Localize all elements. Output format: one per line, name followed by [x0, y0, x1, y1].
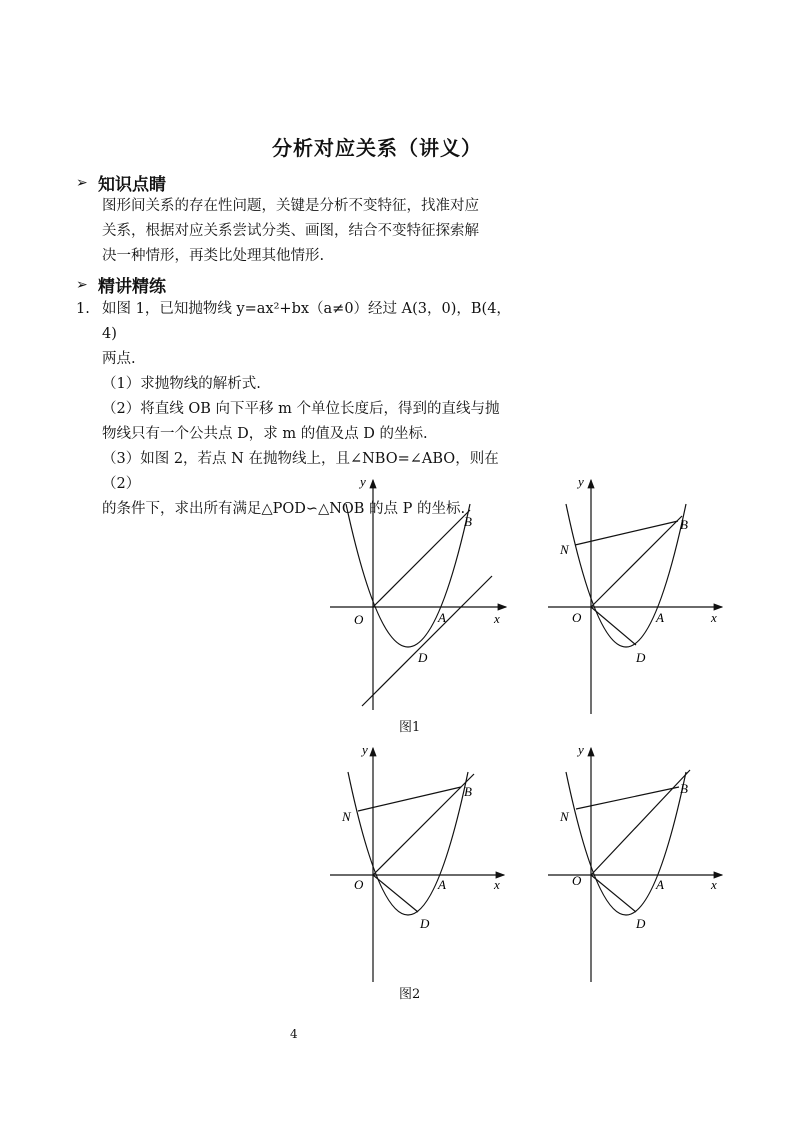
problem-line: 如图 1，已知抛物线 y=ax²+bx（a≠0）经过 A(3，0)，B(4，4) — [102, 301, 511, 342]
point-a-label: A — [656, 610, 664, 625]
shifted-line — [362, 576, 492, 706]
problem-number: 1. — [76, 301, 90, 317]
line-od — [591, 875, 636, 912]
point-b-label: B — [464, 784, 472, 799]
y-axis-label: y — [578, 474, 584, 489]
parabola — [566, 504, 686, 647]
problem-line: （1）求抛物线的解析式. — [102, 376, 261, 392]
figure2-left-diagram — [326, 742, 512, 982]
origin-label: O — [572, 610, 582, 625]
point-n-label: N — [342, 809, 351, 824]
x-axis-label: x — [494, 877, 500, 892]
point-a-label: A — [656, 877, 664, 892]
page-title: 分析对应关系（讲义） — [272, 136, 482, 160]
intro-line: 决一种情形，再类比处理其他情形. — [102, 248, 325, 264]
intro-line: 图形间关系的存在性问题，关键是分析不变特征，找准对应 — [102, 198, 479, 214]
figure1-caption: 图1 — [399, 720, 421, 735]
figure2-caption: 图2 — [399, 987, 421, 1002]
point-d-label: D — [636, 650, 646, 665]
parabola — [348, 772, 468, 915]
origin-label: O — [354, 612, 364, 627]
arrow-bullet-icon: ➢ — [76, 276, 88, 293]
origin-label: O — [572, 873, 582, 888]
line-od — [373, 875, 418, 912]
problem-line: （3）如图 2，若点 N 在抛物线上，且∠NBO=∠ABO，则在（2） — [102, 451, 499, 492]
point-a-label: A — [438, 877, 446, 892]
x-axis-label: x — [711, 610, 717, 625]
problem-line: 的条件下，求出所有满足△POD∽△NOB 的点 P 的坐标. — [102, 501, 466, 517]
point-a-label: A — [438, 610, 446, 625]
point-d-label: D — [418, 650, 428, 665]
origin-label: O — [354, 877, 364, 892]
point-b-label: B — [680, 781, 688, 796]
page-number: 4 — [290, 1027, 298, 1041]
y-axis-label: y — [578, 742, 584, 757]
x-axis-label: x — [494, 611, 500, 626]
problem-line: 物线只有一个公共点 D，求 m 的值及点 D 的坐标. — [102, 426, 428, 442]
point-d-label: D — [420, 916, 430, 931]
arrow-bullet-icon: ➢ — [76, 174, 88, 191]
point-b-label: B — [680, 517, 688, 532]
point-b-label: B — [464, 514, 472, 529]
point-n-label: N — [560, 542, 569, 557]
line-ob — [373, 510, 470, 607]
parabola — [346, 504, 470, 647]
figure1-left-diagram — [326, 474, 512, 714]
section-heading-label: 知识点睛 — [98, 175, 166, 195]
line-ob — [591, 516, 682, 607]
y-axis-label: y — [360, 474, 366, 489]
problem-line: 两点. — [102, 351, 136, 367]
intro-paragraph — [102, 194, 522, 269]
x-axis-label: x — [711, 877, 717, 892]
section-heading-practice — [76, 272, 166, 297]
point-n-label: N — [560, 809, 569, 824]
section-heading-label: 精讲精练 — [98, 277, 166, 297]
problem-line: （2）将直线 OB 向下平移 m 个单位长度后，得到的直线与抛 — [102, 401, 500, 417]
figure1-right-diagram — [544, 474, 730, 714]
point-d-label: D — [636, 916, 646, 931]
section-heading-knowledge — [76, 170, 166, 195]
figure2-right-diagram — [544, 742, 730, 982]
line-od — [591, 607, 636, 645]
line-ob — [373, 774, 474, 875]
y-axis-label: y — [362, 742, 368, 757]
line-ob — [591, 770, 690, 875]
intro-line: 关系，根据对应关系尝试分类、画图，结合不变特征探索解 — [102, 223, 479, 239]
